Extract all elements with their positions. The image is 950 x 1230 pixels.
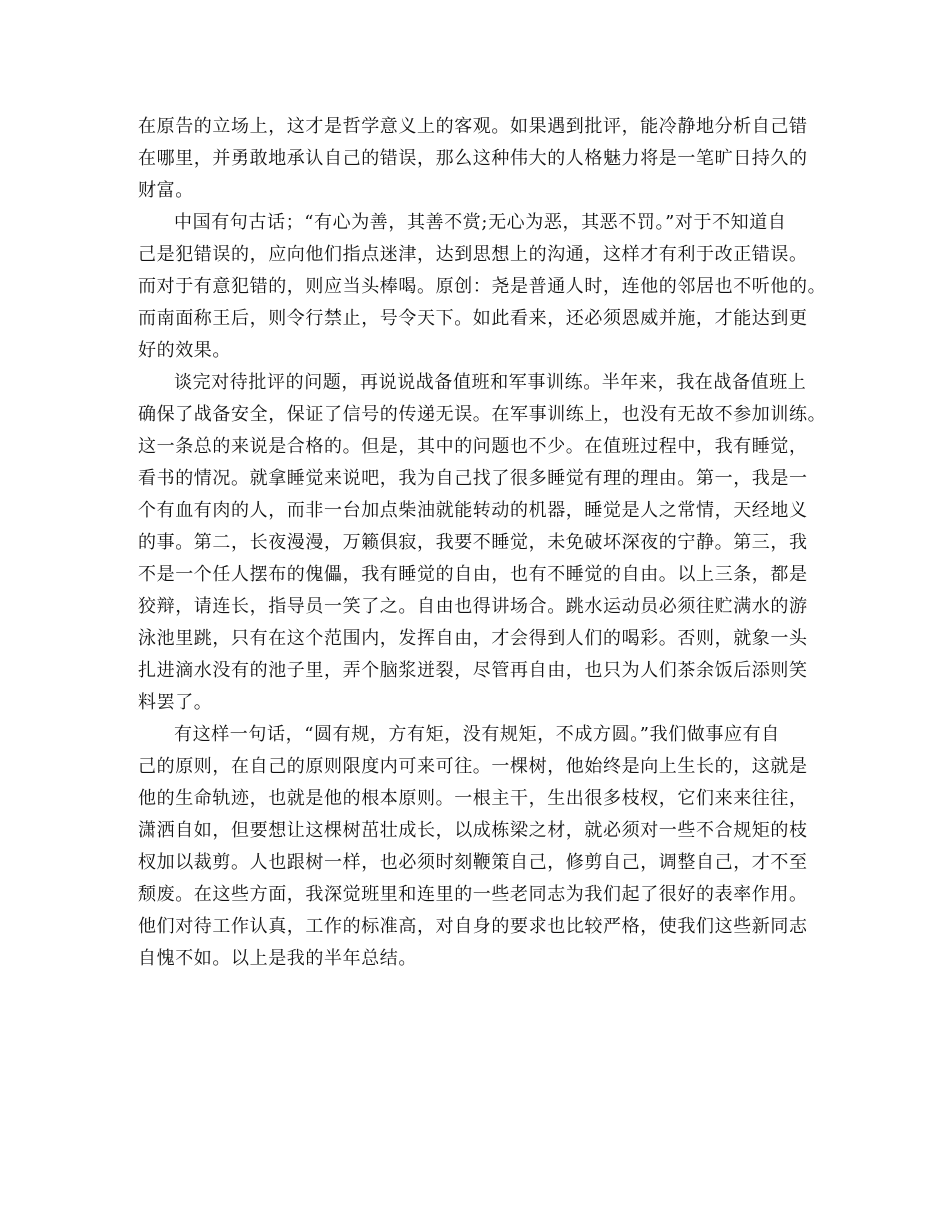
paragraph-line: 颓废。在这些方面，我深觉班里和连里的一些老同志为我们起了很好的表率作用。	[138, 884, 808, 905]
paragraph-line: 的事。第二，长夜漫漫，万籁俱寂，我要不睡觉，未免破坏深夜的宁静。第三，我	[138, 532, 808, 553]
paragraph-line: 中国有句古话；“有心为善，其善不赏;无心为恶，其恶不罚。”对于不知道自	[174, 212, 787, 233]
paragraph-line: 他们对待工作认真，工作的标准高，对自身的要求也比较严格，使我们这些新同志	[138, 916, 808, 937]
document-body	[138, 111, 827, 975]
paragraph-line: 狡辩，请连长，指导员一笑了之。自由也得讲场合。跳水运动员必须往贮满水的游	[138, 596, 808, 617]
paragraph	[138, 207, 827, 367]
paragraph-line: 好的效果。	[138, 340, 231, 361]
paragraph-line: 确保了战备安全，保证了信号的传递无误。在军事训练上，也没有无故不参加训练。	[138, 404, 827, 425]
paragraph-line: 杈加以裁剪。人也跟树一样，也必须时刻鞭策自己，修剪自己，调整自己，才不至	[138, 852, 808, 873]
paragraph-line: 己是犯错误的，应向他们指点迷津，达到思想上的沟通，这样才有利于改正错误。	[138, 244, 808, 265]
paragraph-line: 潇洒自如，但要想让这棵树茁壮成长，以成栋梁之材，就必须对一些不合规矩的枝	[138, 820, 808, 841]
paragraph-line: 而对于有意犯错的，则应当头棒喝。原创：尧是普通人时，连他的邻居也不听他的。	[138, 276, 827, 297]
paragraph	[138, 719, 818, 975]
paragraph-line: 而南面称王后，则令行禁止，号令天下。如此看来，还必须恩威并施，才能达到更	[138, 308, 808, 329]
paragraph-line: 料罢了。	[138, 692, 213, 713]
paragraph-line: 在哪里，并勇敢地承认自己的错误，那么这种伟大的人格魅力将是一笔旷日持久的	[138, 148, 808, 169]
paragraph-line: 在原告的立场上，这才是哲学意义上的客观。如果遇到批评，能冷静地分析自己错	[138, 116, 808, 137]
paragraph-line: 谈完对待批评的问题，再说说战备值班和军事训练。半年来，我在战备值班上	[174, 372, 807, 393]
paragraph-line: 自愧不如。以上是我的半年总结。	[138, 948, 417, 969]
paragraph-line: 看书的情况。就拿睡觉来说吧，我为自己找了很多睡觉有理的理由。第一，我是一	[138, 468, 808, 489]
paragraph	[138, 111, 818, 207]
paragraph-line: 有这样一句话，“圆有规，方有矩，没有规矩，不成方圆。”我们做事应有自	[174, 724, 780, 745]
paragraph-line: 他的生命轨迹，也就是他的根本原则。一根主干，生出很多枝杈，它们来来往往，	[138, 788, 808, 809]
paragraph	[138, 367, 827, 719]
paragraph-line: 己的原则，在自己的原则限度内可来可往。一棵树，他始终是向上生长的，这就是	[138, 756, 808, 777]
paragraph-line: 个有血有肉的人，而非一台加点柴油就能转动的机器，睡觉是人之常情，天经地义	[138, 500, 808, 521]
paragraph-line: 扎进滴水没有的池子里，弄个脑浆迸裂，尽管再自由，也只为人们茶余饭后添则笑	[138, 660, 808, 681]
paragraph-line: 不是一个任人摆布的傀儡，我有睡觉的自由，也有不睡觉的自由。以上三条，都是	[138, 564, 808, 585]
paragraph-line: 泳池里跳，只有在这个范围内，发挥自由，才会得到人们的喝彩。否则，就象一头	[138, 628, 808, 649]
paragraph-line: 财富。	[138, 180, 194, 201]
paragraph-line: 这一条总的来说是合格的。但是，其中的问题也不少。在值班过程中，我有睡觉，	[138, 436, 808, 457]
